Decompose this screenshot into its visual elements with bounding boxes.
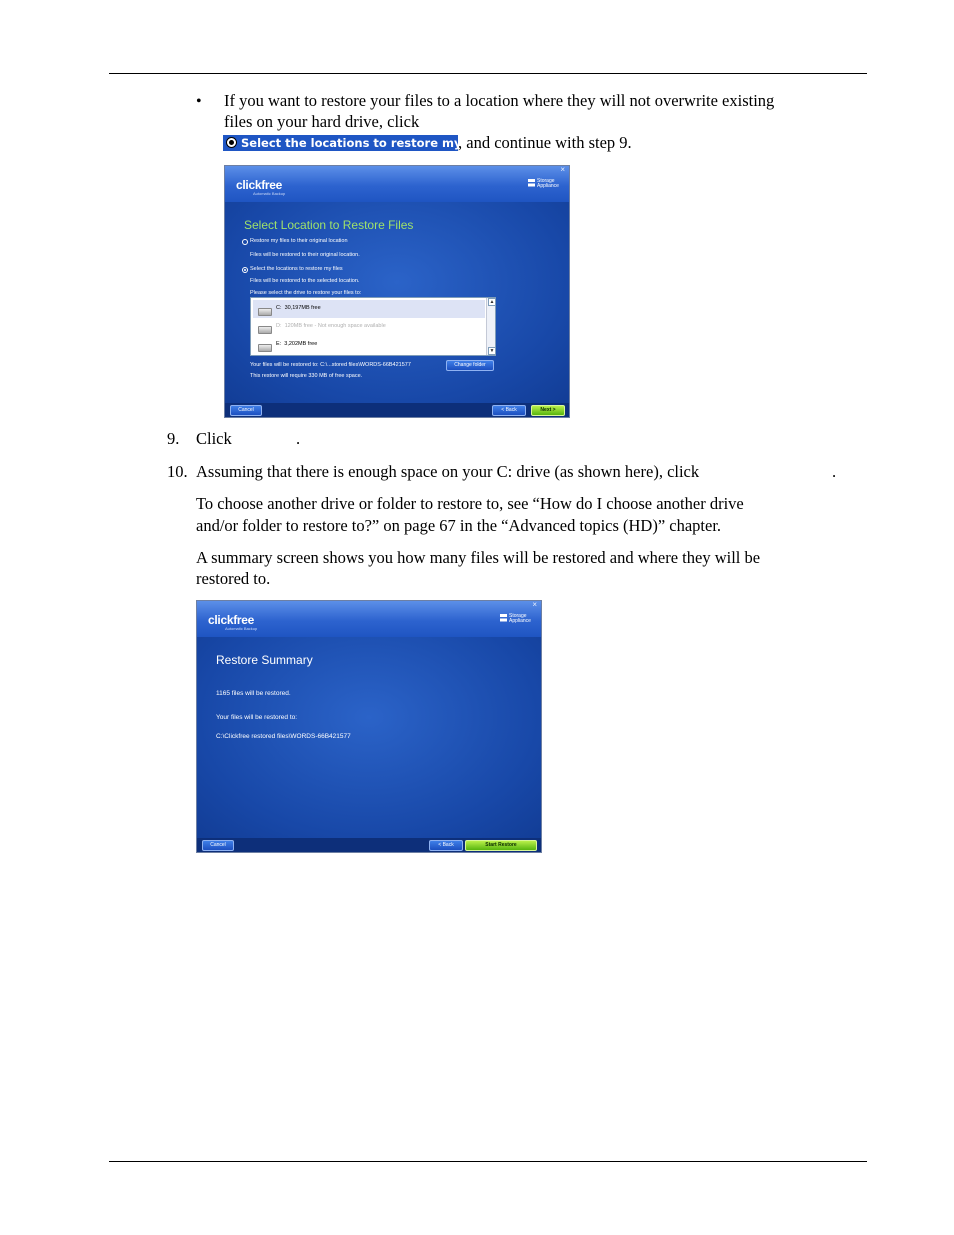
storage-appliance-logo: Storage Appliance (528, 179, 562, 189)
radio-selected-icon (226, 137, 237, 148)
step10-number: 10. (167, 462, 188, 481)
header-rule (109, 73, 867, 74)
select-location-window (224, 165, 570, 418)
para1-line2: and/or folder to restore to?” on page 67 in the “Advanced topics (HD)” chapter. (196, 516, 722, 535)
close-icon[interactable]: × (532, 600, 537, 609)
window-header (197, 601, 541, 637)
radio-original-location[interactable] (242, 239, 248, 245)
dialog-title: Select Location to Restore Files (244, 218, 414, 232)
scroll-up-icon[interactable]: ▲ (489, 299, 495, 305)
start-restore-button[interactable]: Start Restore (465, 840, 537, 851)
radio-select-locations[interactable] (242, 267, 248, 273)
para2-line2: restored to. (196, 569, 271, 588)
close-icon[interactable]: × (560, 165, 565, 174)
para1-line1: To choose another drive or folder to restore to, see “How do I choose another drive (196, 494, 744, 513)
drive-item-d[interactable]: D: 120MB free - Not enough space available (253, 318, 485, 336)
destination-path: C:\Clickfree restored files\WORDS-66B421577 (216, 733, 351, 740)
logo-subtitle: Automatic Backup (225, 626, 258, 631)
drive-list[interactable] (250, 297, 496, 356)
restore-path: Your files will be restored to: C:\...stored files\WORDS-66B421577 (250, 362, 411, 368)
step10-end: . (832, 462, 837, 481)
cancel-button[interactable]: Cancel (202, 840, 234, 851)
footer-rule (109, 1161, 867, 1162)
file-count: 1165 files will be restored. (216, 690, 291, 697)
para2-line1: A summary screen shows you how many files will be restored and where they will be (196, 548, 761, 567)
cancel-button[interactable]: Cancel (230, 405, 262, 416)
drive-item-e[interactable]: E: 3,202MB free (253, 336, 485, 354)
back-button[interactable]: < Back (492, 405, 526, 416)
window-header (225, 166, 569, 202)
back-button[interactable]: < Back (429, 840, 463, 851)
window-body (197, 637, 541, 838)
bullet-marker: • (196, 93, 202, 110)
hard-drive-icon (258, 308, 272, 316)
clickfree-logo: clickfree (208, 613, 255, 627)
storage-appliance-logo: Storage Appliance (500, 614, 534, 624)
option2-label: Select the locations to restore my files (250, 266, 343, 272)
select-locations-inline-button: Select the locations to restore my files (223, 135, 458, 151)
logo-subtitle: Automatic Backup (253, 191, 286, 196)
bullet-text-line2: files on your hard drive, click (224, 112, 420, 131)
drive-list-scrollbar[interactable] (486, 298, 495, 355)
hard-drive-icon (258, 344, 272, 352)
hard-drive-icon (258, 326, 272, 334)
drive-prompt: Please select the drive to restore your files to: (250, 290, 362, 296)
step10-text: Assuming that there is enough space on your C: drive (as shown here), click (196, 462, 700, 481)
destination-label: Your files will be restored to: (216, 714, 298, 721)
bullet-text-line3: Select the locations to restore my files, and continue with step 9. (223, 132, 632, 154)
dialog-title: Restore Summary (216, 653, 313, 667)
clickfree-logo: clickfree (236, 178, 283, 192)
restore-summary-window (196, 600, 542, 853)
step9-end: . (296, 429, 301, 448)
option1-label: Restore my files to their original location (250, 238, 348, 244)
next-button[interactable]: Next > (531, 405, 565, 416)
option2-desc: Files will be restored to the selected location. (250, 278, 360, 284)
step9-text: Click (196, 429, 232, 448)
change-folder-button[interactable]: Change folder (446, 360, 494, 371)
space-required: This restore will require 330 MB of free space. (250, 373, 363, 379)
drive-item-c[interactable]: C: 30,197MB free (253, 300, 485, 318)
bullet-text-line1: If you want to restore your files to a location where they will not overwrite existing (224, 91, 775, 110)
scroll-down-icon[interactable]: ▼ (489, 348, 495, 354)
option1-desc: Files will be restored to their original location. (250, 252, 360, 258)
step9-number: 9. (167, 429, 180, 448)
